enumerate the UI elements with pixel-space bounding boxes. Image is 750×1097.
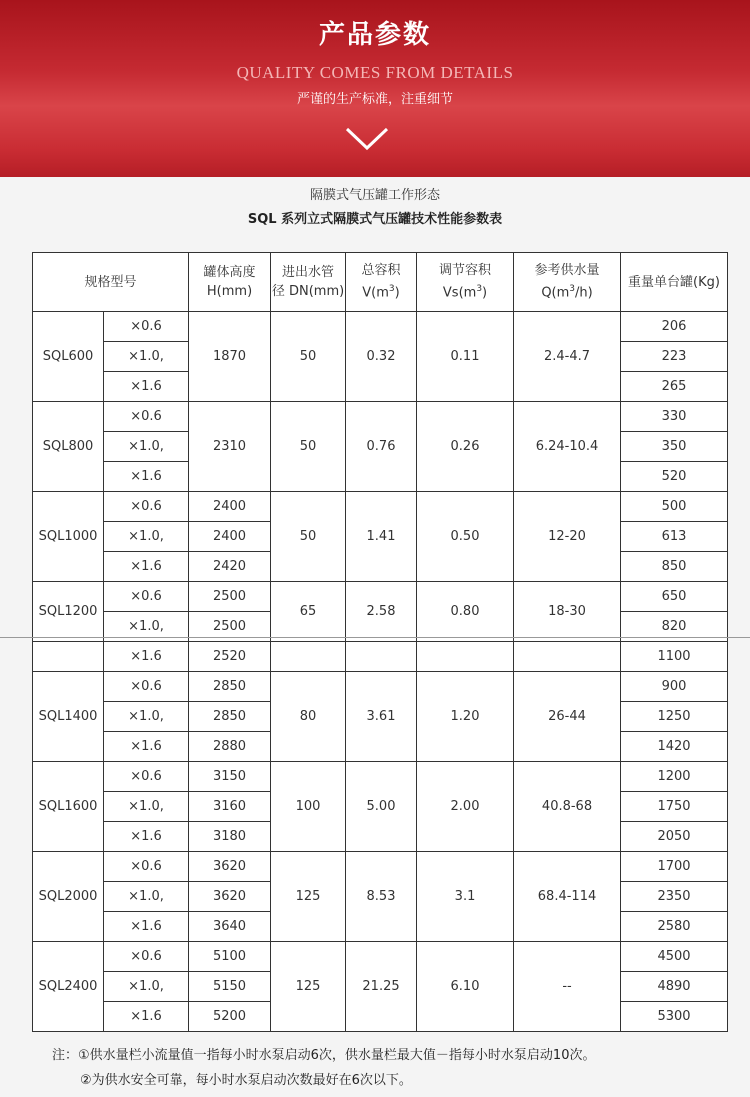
banner-subtitle-en: QUALITY COMES FROM DETAILS [236, 63, 514, 82]
table-row [33, 672, 728, 702]
volume-cell: 2.58 [346, 582, 417, 642]
height-cell: 3160 [189, 792, 271, 822]
pressure-cell: ×0.6 [104, 942, 189, 972]
weight-cell: 4500 [621, 942, 728, 972]
pressure-cell: ×1.6 [104, 552, 189, 582]
height-cell: 3620 [189, 852, 271, 882]
height-cell: 3180 [189, 822, 271, 852]
table-row [33, 942, 728, 972]
header-banner [0, 0, 750, 177]
pressure-cell: ×1.6 [104, 462, 189, 492]
pressure-cell: ×0.6 [104, 402, 189, 432]
height-cell: 2310 [189, 402, 271, 492]
model-cell: SQL1000 [33, 492, 104, 582]
height-cell: 3640 [189, 912, 271, 942]
weight-cell: 613 [621, 522, 728, 552]
weight-cell: 1750 [621, 792, 728, 822]
height-cell: 1870 [189, 312, 271, 402]
weight-cell: 1200 [621, 762, 728, 792]
height-cell: 2500 [189, 612, 271, 642]
table-row [33, 492, 728, 522]
dn-cell: 50 [271, 402, 346, 492]
pressure-cell: ×1.0, [104, 342, 189, 372]
volume-cell: 1.41 [346, 492, 417, 582]
pressure-cell: ×1.0, [104, 702, 189, 732]
model-cell: SQL800 [33, 402, 104, 492]
volume-cell: 0.32 [346, 312, 417, 402]
header-height: 罐体高度 H(mm) [189, 253, 271, 312]
dn-cell: 65 [271, 582, 346, 642]
supply-cell: 12-20 [514, 492, 621, 582]
adjust-volume-cell: 0.80 [417, 582, 514, 642]
height-cell: 3620 [189, 882, 271, 912]
weight-cell: 650 [621, 582, 728, 612]
pressure-cell: ×0.6 [104, 852, 189, 882]
volume-cell: 21.25 [346, 942, 417, 1032]
divider-line [0, 637, 750, 638]
dn-cell-empty [271, 642, 346, 672]
adjust-volume-cell-empty [417, 642, 514, 672]
banner-title: 产品参数 [318, 20, 431, 50]
height-cell: 2420 [189, 552, 271, 582]
pressure-cell: ×1.0, [104, 882, 189, 912]
table-row [33, 762, 728, 792]
adjust-volume-cell: 0.11 [417, 312, 514, 402]
volume-cell: 0.76 [346, 402, 417, 492]
pressure-cell: ×1.0, [104, 792, 189, 822]
pressure-cell: ×0.6 [104, 582, 189, 612]
volume-cell: 5.00 [346, 762, 417, 852]
model-cell: SQL2400 [33, 942, 104, 1032]
header-dn: 进出水管 径 DN(mm) [271, 253, 346, 312]
supply-cell: 6.24-10.4 [514, 402, 621, 492]
caption-table-title: SQL 系列立式隔膜式气压罐技术性能参数表 [247, 212, 503, 227]
supply-cell: 68.4-114 [514, 852, 621, 942]
adjust-volume-cell: 2.00 [417, 762, 514, 852]
table-row [33, 642, 728, 672]
weight-cell: 4890 [621, 972, 728, 1002]
header-total-volume: 总容积 $V(m^3)$ [346, 253, 417, 312]
supply-cell-empty [514, 642, 621, 672]
pressure-cell: ×0.6 [104, 672, 189, 702]
supply-cell: 26-44 [514, 672, 621, 762]
pressure-cell: ×0.6 [104, 492, 189, 522]
weight-cell: 1420 [621, 732, 728, 762]
header-supply: 参考供水量 $Q(m^3/h)$ [514, 253, 621, 312]
supply-cell: 2.4-4.7 [514, 312, 621, 402]
pressure-cell: ×1.6 [104, 822, 189, 852]
weight-cell: 900 [621, 672, 728, 702]
table-header-row [33, 253, 728, 312]
pressure-cell: ×1.6 [104, 912, 189, 942]
table-row [33, 402, 728, 432]
weight-cell: 520 [621, 462, 728, 492]
height-cell: 5100 [189, 942, 271, 972]
note-1: 注：①供水量栏小流量值一指每小时水泵启动6次，供水量栏最大值－指每小时水泵启动10次。 [52, 1048, 596, 1063]
weight-cell: 850 [621, 552, 728, 582]
height-cell: 2400 [189, 492, 271, 522]
model-cell: SQL1200 [33, 582, 104, 642]
model-cell: SQL1400 [33, 672, 104, 762]
pressure-cell: ×1.0, [104, 432, 189, 462]
pressure-cell: ×1.6 [104, 732, 189, 762]
height-cell: 2500 [189, 582, 271, 612]
weight-cell: 1100 [621, 642, 728, 672]
weight-cell: 2580 [621, 912, 728, 942]
supply-cell: -- [514, 942, 621, 1032]
height-cell: 5150 [189, 972, 271, 1002]
height-cell: 3150 [189, 762, 271, 792]
pressure-cell: ×0.6 [104, 762, 189, 792]
weight-cell: 1700 [621, 852, 728, 882]
model-cell: SQL2000 [33, 852, 104, 942]
adjust-volume-cell: 0.50 [417, 492, 514, 582]
weight-cell: 206 [621, 312, 728, 342]
pressure-cell: ×0.6 [104, 312, 189, 342]
volume-cell-empty [346, 642, 417, 672]
adjust-volume-cell: 0.26 [417, 402, 514, 492]
height-cell: 2850 [189, 672, 271, 702]
caption-work-form: 隔膜式气压罐工作形态 [309, 188, 440, 203]
pressure-cell: ×1.0, [104, 972, 189, 1002]
header-model: 规格型号 [33, 253, 189, 312]
weight-cell: 223 [621, 342, 728, 372]
note-2: ②为供水安全可靠，每小时水泵启动次数最好在6次以下。 [80, 1073, 412, 1088]
dn-cell: 50 [271, 492, 346, 582]
adjust-volume-cell: 6.10 [417, 942, 514, 1032]
weight-cell: 350 [621, 432, 728, 462]
dn-cell: 125 [271, 942, 346, 1032]
height-cell: 2520 [189, 642, 271, 672]
adjust-volume-cell: 1.20 [417, 672, 514, 762]
table-row [33, 312, 728, 342]
supply-cell: 40.8-68 [514, 762, 621, 852]
dn-cell: 100 [271, 762, 346, 852]
pressure-cell: ×1.6 [104, 1002, 189, 1032]
volume-cell: 8.53 [346, 852, 417, 942]
pressure-cell: ×1.6 [104, 372, 189, 402]
pressure-cell: ×1.6 [104, 642, 189, 672]
header-adjust-volume: 调节容积 $Vs(m^3)$ [417, 253, 514, 312]
table-row [33, 582, 728, 612]
height-cell: 2850 [189, 702, 271, 732]
height-cell: 5200 [189, 1002, 271, 1032]
weight-cell: 330 [621, 402, 728, 432]
weight-cell: 2050 [621, 822, 728, 852]
pressure-cell: ×1.0, [104, 522, 189, 552]
weight-cell: 1250 [621, 702, 728, 732]
header-weight: 重量单台罐(Kg) [621, 253, 728, 312]
notes [52, 1043, 595, 1093]
supply-cell: 18-30 [514, 582, 621, 642]
banner-subtitle-cn: 严谨的生产标准，注重细节 [296, 92, 453, 107]
model-cell: SQL1600 [33, 762, 104, 852]
weight-cell: 500 [621, 492, 728, 522]
weight-cell: 5300 [621, 1002, 728, 1032]
adjust-volume-cell: 3.1 [417, 852, 514, 942]
model-cell: SQL600 [33, 312, 104, 402]
dn-cell: 125 [271, 852, 346, 942]
volume-cell: 3.61 [346, 672, 417, 762]
dn-cell: 50 [271, 312, 346, 402]
table-row [33, 852, 728, 882]
dn-cell: 80 [271, 672, 346, 762]
weight-cell: 2350 [621, 882, 728, 912]
height-cell: 2880 [189, 732, 271, 762]
chevron-down-icon [344, 126, 390, 152]
weight-cell: 820 [621, 612, 728, 642]
weight-cell: 265 [621, 372, 728, 402]
spec-table [32, 252, 728, 1032]
height-cell: 2400 [189, 522, 271, 552]
model-cell-empty [33, 642, 104, 672]
pressure-cell: ×1.0, [104, 612, 189, 642]
